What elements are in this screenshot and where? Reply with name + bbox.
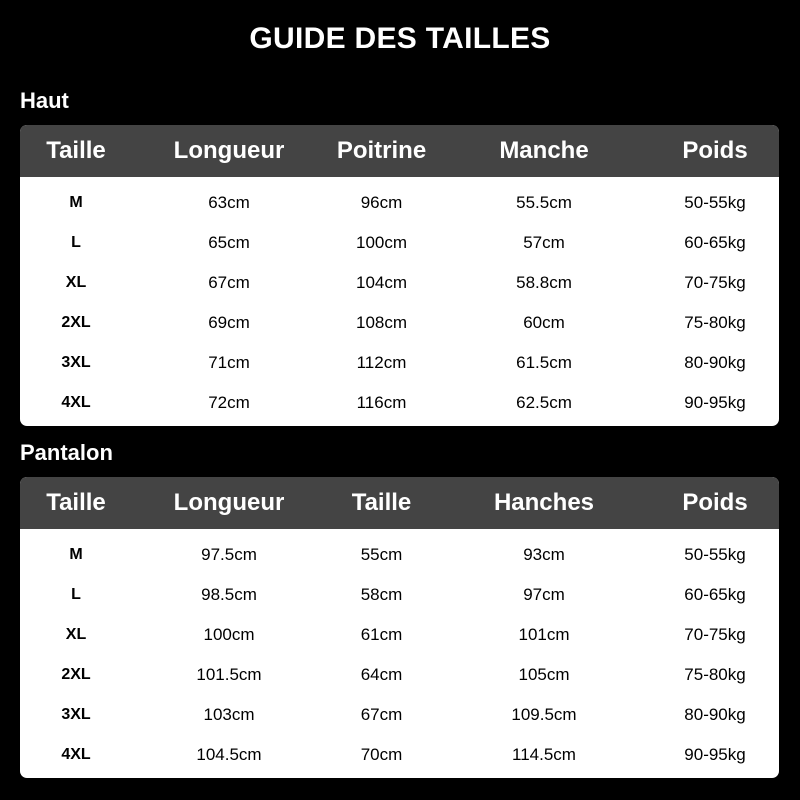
size-cell: XL — [65, 274, 87, 291]
poids-cell: 70-75kg — [684, 273, 746, 292]
header-taille: Taille — [46, 489, 106, 516]
longueur-cell: 71cm — [208, 353, 250, 372]
poitrine-cell: 104cm — [355, 273, 408, 292]
table-row — [20, 343, 779, 383]
size-table-haut — [20, 125, 779, 426]
size-cell: L — [71, 234, 81, 251]
hanches-cell: 105cm — [518, 665, 570, 684]
hanches-cell: 93cm — [523, 545, 565, 564]
size-cell: XL — [65, 626, 87, 643]
size-cell: M — [69, 194, 83, 211]
poids-cell: 70-75kg — [684, 625, 746, 644]
manche-cell: 60cm — [523, 313, 565, 332]
poids-cell: 80-90kg — [684, 705, 746, 724]
table-body — [20, 529, 779, 775]
table-row — [20, 383, 779, 423]
longueur-cell: 69cm — [208, 313, 250, 332]
header-longueur: Longueur — [173, 137, 285, 164]
table-row — [20, 695, 779, 735]
poids-cell: 60-65kg — [684, 585, 746, 604]
size-cell: M — [69, 546, 83, 563]
poids-cell: 90-95kg — [684, 745, 746, 764]
hanches-cell: 101cm — [518, 625, 570, 644]
size-cell: 4XL — [61, 394, 91, 411]
section-label-haut: Haut — [20, 88, 69, 113]
hanches-cell: 109.5cm — [511, 705, 577, 724]
header-taille: Taille — [46, 137, 106, 164]
size-cell: 2XL — [61, 314, 91, 331]
poitrine-cell: 100cm — [355, 233, 408, 252]
longueur-cell: 72cm — [208, 393, 250, 412]
table-body — [20, 177, 779, 423]
longueur-cell: 65cm — [208, 233, 250, 252]
taille-cell: 64cm — [360, 665, 403, 684]
manche-cell: 62.5cm — [516, 393, 572, 412]
poids-cell: 80-90kg — [684, 353, 746, 372]
table-row — [20, 223, 779, 263]
size-cell: 3XL — [61, 706, 91, 723]
table-row — [20, 183, 779, 223]
table-row — [20, 575, 779, 615]
header-hanches: Hanches — [493, 489, 595, 516]
taille-cell: 67cm — [360, 705, 403, 724]
header-longueur: Longueur — [173, 489, 285, 516]
size-cell: 4XL — [61, 746, 91, 763]
table-header — [20, 477, 779, 529]
header-poitrine: Poitrine — [336, 137, 427, 164]
poitrine-cell: 112cm — [356, 353, 407, 372]
manche-cell: 58.8cm — [516, 273, 572, 292]
poids-cell: 75-80kg — [684, 313, 746, 332]
taille-cell: 61cm — [360, 625, 403, 644]
header-poids: Poids — [682, 489, 748, 516]
size-cell: 2XL — [61, 666, 91, 683]
size-cell: L — [71, 586, 81, 603]
hanches-cell: 97cm — [523, 585, 565, 604]
longueur-cell: 67cm — [208, 273, 250, 292]
table-header — [20, 125, 779, 177]
poids-cell: 60-65kg — [684, 233, 746, 252]
poids-cell: 50-55kg — [684, 545, 746, 564]
table-row — [20, 263, 779, 303]
poids-cell: 50-55kg — [684, 193, 746, 212]
poitrine-cell: 116cm — [356, 393, 407, 412]
poitrine-cell: 96cm — [360, 193, 403, 212]
manche-cell: 61.5cm — [516, 353, 572, 372]
longueur-cell: 63cm — [208, 193, 250, 212]
size-table-pantalon — [20, 477, 779, 778]
taille-cell: 55cm — [360, 545, 403, 564]
section-label-pantalon: Pantalon — [20, 440, 113, 465]
longueur-cell: 104.5cm — [196, 745, 262, 764]
header-taille-waist: Taille — [351, 489, 412, 516]
header-poids: Poids — [682, 137, 748, 164]
manche-cell: 57cm — [523, 233, 565, 252]
page-title: GUIDE DES TAILLES — [249, 22, 551, 55]
longueur-cell: 100cm — [203, 625, 255, 644]
poids-cell: 90-95kg — [684, 393, 746, 412]
table-row — [20, 615, 779, 655]
header-manche: Manche — [499, 137, 589, 164]
poids-cell: 75-80kg — [684, 665, 746, 684]
size-cell: 3XL — [61, 354, 91, 371]
taille-cell: 58cm — [360, 585, 403, 604]
longueur-cell: 97.5cm — [201, 545, 257, 564]
longueur-cell: 98.5cm — [201, 585, 257, 604]
longueur-cell: 103cm — [203, 705, 255, 724]
table-row — [20, 535, 779, 575]
longueur-cell: 101.5cm — [196, 665, 262, 684]
table-row — [20, 735, 779, 775]
taille-cell: 70cm — [360, 745, 403, 764]
manche-cell: 55.5cm — [516, 193, 572, 212]
poitrine-cell: 108cm — [355, 313, 408, 332]
table-row — [20, 303, 779, 343]
table-row — [20, 655, 779, 695]
hanches-cell: 114.5cm — [512, 745, 576, 764]
